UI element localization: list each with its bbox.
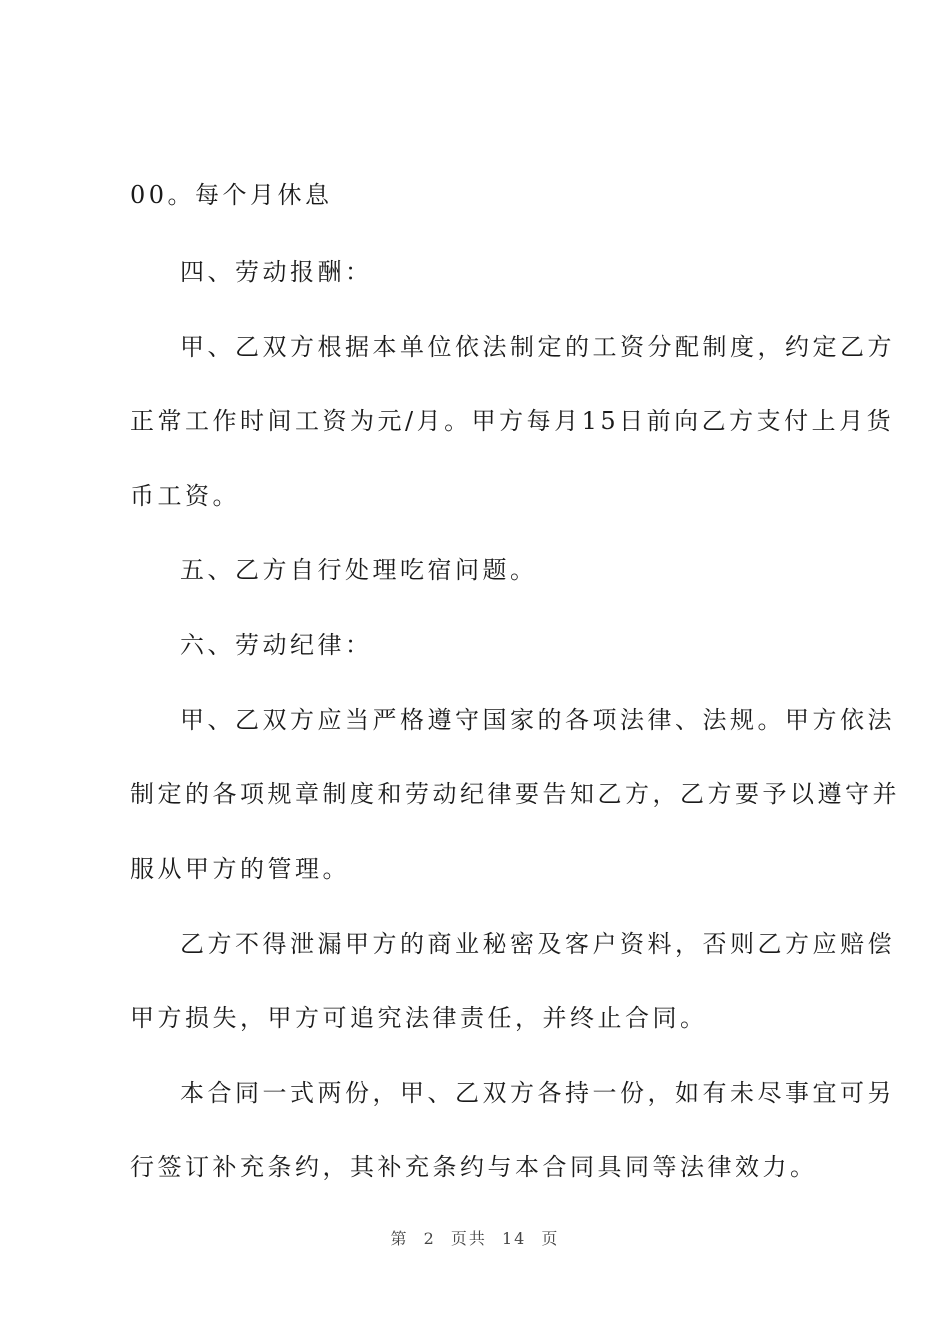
section-heading-discipline: 六、劳动纪律：: [180, 631, 373, 659]
section-heading-accommodation: 五、乙方自行处理吃宿问题。: [180, 556, 538, 584]
page-number-footer: 第 2 页共 14 页: [390, 1229, 560, 1248]
text-line: 正常工作时间工资为元/月。甲方每月15日前向乙方支付上月货: [130, 407, 895, 435]
text-line: 00。每个月休息: [130, 181, 333, 209]
text-line: 甲、乙双方根据本单位依法制定的工资分配制度，约定乙方: [180, 333, 895, 361]
text-line: 服从甲方的管理。: [130, 855, 350, 883]
text-line: 行签订补充条约，其补充条约与本合同具同等法律效力。: [130, 1153, 818, 1181]
text-line: 制定的各项规章制度和劳动纪律要告知乙方，乙方要予以遵守并: [130, 780, 900, 808]
text-line: 甲、乙双方应当严格遵守国家的各项法律、法规。甲方依法: [180, 706, 895, 734]
text-line: 甲方损失，甲方可追究法律责任，并终止合同。: [130, 1004, 708, 1032]
text-line: 本合同一式两份，甲、乙双方各持一份，如有未尽事宜可另: [180, 1079, 895, 1107]
text-line: 币工资。: [130, 482, 240, 510]
text-line: 乙方不得泄漏甲方的商业秘密及客户资料，否则乙方应赔偿: [180, 930, 895, 958]
section-heading-remuneration: 四、劳动报酬：: [180, 258, 373, 286]
